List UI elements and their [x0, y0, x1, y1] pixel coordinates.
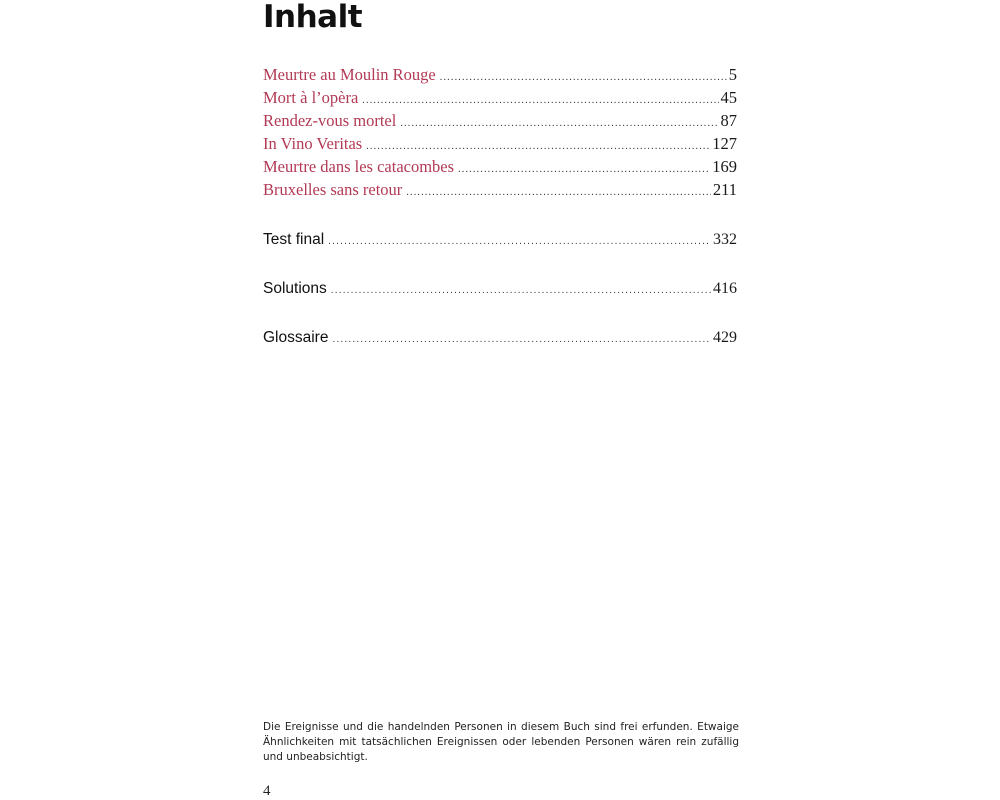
toc-entry-title: Test final: [263, 231, 325, 248]
toc-leader-dots: [400, 112, 718, 132]
toc-entry-title: Mort à l’opèra: [263, 88, 359, 107]
toc-leader-dots: [332, 328, 711, 349]
toc-leader-dots: [331, 279, 711, 300]
toc-entry-title: Glossaire: [263, 329, 329, 346]
toc-entry-page: 332: [713, 231, 737, 248]
toc-leader-dots: [328, 230, 711, 251]
toc-entry-story[interactable]: [263, 178, 737, 201]
toc-entry-page: 416: [713, 280, 737, 297]
page-number: 4: [263, 783, 271, 799]
spacer: [263, 300, 737, 326]
toc-entry-page: 429: [713, 329, 737, 346]
toc-entry-story[interactable]: [263, 63, 737, 86]
toc-leader-dots: [458, 158, 710, 178]
disclaimer-text: Die Ereignisse und die handelnden Personen in diesem Buch sind frei erfunden. Etwaige Ähnlichkeiten mit tatsächlichen Ereignissen oder lebenden Personen wären rein zufällig und unbeabsichtigt.: [263, 721, 739, 763]
toc-leader-dots: [406, 181, 711, 201]
table-of-contents: [263, 63, 737, 349]
toc-leader-dots: [440, 66, 727, 86]
toc-entry-page: 211: [712, 180, 737, 199]
toc-entry-title: Solutions: [263, 280, 327, 297]
toc-entry-title: Meurtre dans les catacombes: [263, 157, 455, 176]
toc-entry-solutions[interactable]: [263, 277, 737, 300]
toc-leader-dots: [366, 135, 710, 155]
toc-entry-title: Meurtre au Moulin Rouge: [263, 65, 436, 84]
toc-leader-dots: [362, 89, 718, 109]
toc-entry-title: Rendez-vous mortel: [263, 111, 397, 130]
toc-entry-page: 5: [728, 65, 737, 84]
spacer: [263, 201, 737, 228]
toc-entry-page: 87: [720, 111, 737, 130]
toc-entry-test-final[interactable]: [263, 228, 737, 251]
toc-entry-title: In Vino Veritas: [263, 134, 363, 153]
toc-entry-story[interactable]: [263, 86, 737, 109]
toc-entry-story[interactable]: [263, 132, 737, 155]
toc-entry-glossaire[interactable]: [263, 326, 737, 349]
spacer: [263, 251, 737, 277]
toc-entry-story[interactable]: [263, 109, 737, 132]
toc-entry-page: 169: [712, 157, 737, 176]
page-title: Inhalt: [263, 0, 363, 35]
toc-entry-story[interactable]: [263, 155, 737, 178]
toc-entry-title: Bruxelles sans retour: [263, 180, 403, 199]
toc-entry-page: 127: [712, 134, 737, 153]
toc-entry-page: 45: [720, 88, 737, 107]
